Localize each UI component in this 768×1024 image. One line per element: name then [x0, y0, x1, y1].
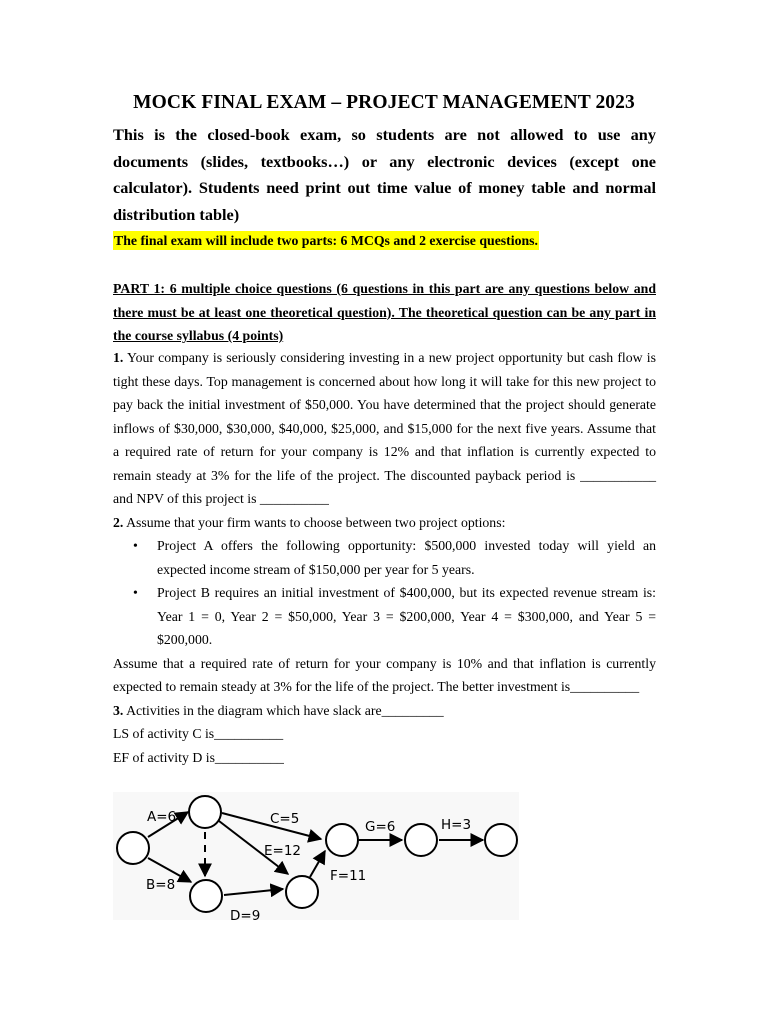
question-text: Activities in the diagram which have slack are_________: [126, 702, 444, 718]
activity-network-diagram: [113, 792, 519, 920]
network-node: [189, 796, 221, 828]
exam-instructions: This is the closed-book exam, so students are not allowed to use any documents (slides, textbooks…) or any electronic devices (except one calculator). Students need print out time value of money table and normal distribution table): [113, 125, 656, 224]
activity-label-d: D=9: [230, 908, 261, 920]
exam-title: MOCK FINAL EXAM – PROJECT MANAGEMENT 2023: [133, 92, 635, 113]
activity-label-b: B=8: [146, 877, 176, 893]
question-3: [113, 699, 656, 723]
question-2-tail: Assume that a required rate of return for your company is 10% and that inflation is currently expected to remain steady at 3% for the life of the project. The better investment is__________: [113, 655, 656, 694]
question-number: 2.: [113, 514, 124, 530]
question-number: 1.: [113, 350, 124, 365]
highlighted-notice: The final exam will include two parts: 6 MCQs and 2 exercise questions.: [114, 233, 538, 248]
question-number: 3.: [113, 702, 124, 718]
bullet-icon: •: [133, 585, 138, 600]
question-text: Assume that your firm wants to choose between two project options:: [126, 514, 506, 530]
list-item: [133, 534, 656, 581]
question-3-line-ls: LS of activity C is__________: [113, 726, 284, 741]
activity-label-g: G=6: [365, 819, 396, 835]
list-item-text: Project B requires an initial investment of $400,000, but its expected revenue stream is: Year 1 = 0, Year 2 = $50,000, Year 3 = $200,000, Year 4 = $300,000, and Year 5 = $200,000.: [157, 585, 656, 647]
network-node: [286, 876, 318, 908]
list-item: [133, 581, 656, 652]
project-options-list: [113, 534, 656, 652]
activity-label-a: A=6: [147, 809, 177, 825]
question-3-line-ef: EF of activity D is__________: [113, 749, 284, 765]
activity-label-h: H=3: [441, 817, 472, 833]
network-node-start: [117, 832, 149, 864]
part1-heading: PART 1: 6 multiple choice questions (6 questions in this part are any questions below and there must be at least one theoretical question). The theoretical question can be any part in the course syllabus (4 points): [113, 281, 656, 343]
activity-label-f: F=11: [330, 868, 367, 884]
activity-label-e: E=12: [264, 843, 302, 859]
questions-section: [113, 346, 656, 769]
activity-label-c: C=5: [270, 811, 300, 827]
question-2: [113, 511, 656, 535]
network-node-end: [485, 824, 517, 856]
list-item-text: Project A offers the following opportunity: $500,000 invested today will yield an expected income stream of $150,000 per year for 5 years.: [157, 538, 656, 577]
bullet-icon: •: [133, 538, 138, 553]
network-node: [326, 824, 358, 856]
question-text: Your company is seriously considering investing in a new project opportunity but cash flow is tight these days. Top management is concerned about how long it will take for this new project to pay back the initial investment of $50,000. You have determined that the project should generate inflows of $30,000, $30,000, $40,000, $25,000, and $15,000 for the next five years. Assume that a required rate of return for your company is 12% and that inflation is currently expected to remain steady at 3% for the life of the project. The discounted payback period is ___________ and NPV of this project is __________: [113, 350, 656, 506]
network-node: [405, 824, 437, 856]
network-node: [190, 880, 222, 912]
question-1: [113, 346, 656, 511]
